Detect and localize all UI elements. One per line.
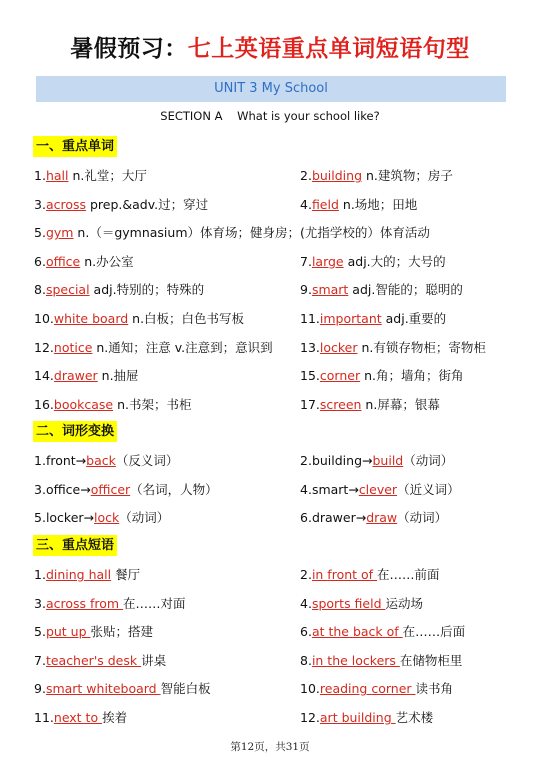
list-row [0,650,540,672]
item-meaning: （近义词） [397,481,460,497]
page-title [0,30,540,63]
item-meaning: n.场地；田地 [338,196,418,212]
item-number: 11. [300,311,320,326]
list-item [300,707,433,729]
item-meaning: adj.大的；大号的 [343,253,446,269]
item-number: 3. [34,481,46,497]
item-answer: notice [53,339,93,355]
item-number: 9. [34,681,46,697]
item-number: 8. [300,652,312,668]
list-item [34,593,186,615]
list-item [300,165,453,187]
item-meaning: n.屏幕；银幕 [361,396,440,412]
item-number: 2. [300,453,312,468]
item-number: 5. [34,624,46,640]
item-number: 17. [300,396,320,412]
item-answer: officer [90,481,131,497]
item-meaning: adj.重要的 [381,311,447,326]
list-row [0,279,540,301]
item-number: 1. [34,567,46,582]
item-meaning: 张贴；搭建 [90,624,154,640]
list-item [34,222,430,244]
item-meaning: 智能白板 [160,681,211,697]
item-answer: field [311,196,339,212]
item-number: 1. [34,168,46,183]
item-answer: corner [319,368,361,384]
list-item [300,593,423,615]
title-prefix: 暑假预习： [70,35,188,62]
item-answer: locker [319,339,358,355]
list-row [0,593,540,615]
item-prompt: smart→ [311,481,359,497]
item-number: 2. [300,168,312,183]
item-number: 4. [300,595,312,611]
unit-banner: UNIT 3 My School [36,76,506,102]
list-item [300,194,417,216]
list-row [0,165,540,187]
list-item [34,507,169,529]
item-answer: gym [45,225,74,241]
section-heading: 三、重点短语 [33,535,117,556]
item-answer: back [86,453,116,468]
item-number: 16. [34,396,54,412]
item-answer: next to [53,710,103,725]
list-item [300,650,462,672]
item-answer: hall [45,168,69,183]
item-number: 2. [300,567,312,582]
item-answer: smart [311,282,349,298]
list-item [300,365,463,387]
list-row [0,621,540,643]
item-answer: put up [45,624,91,640]
item-number: 12. [34,339,54,355]
list-item [34,337,273,359]
item-meaning: n.礼堂；大厅 [68,168,147,183]
item-number: 14. [34,368,54,384]
item-meaning: n.书架；书柜 [113,396,192,412]
item-answer: at the back of [311,624,403,640]
item-meaning: （动词） [119,510,170,526]
item-meaning: 在储物柜里 [399,652,463,668]
list-item [34,194,208,216]
item-number: 5. [34,225,46,241]
item-prompt: front→ [45,453,87,468]
item-answer: lock [94,510,120,526]
item-meaning: 在……前面 [377,567,440,582]
item-number: 8. [34,282,46,298]
section-heading: 二、词形变换 [33,421,117,442]
list-row [0,194,540,216]
item-answer: screen [319,396,362,412]
list-row [0,678,540,700]
page-footer: 第12页，共31页 [230,741,310,753]
item-answer: smart whiteboard [45,681,161,697]
list-item [300,450,453,472]
item-meaning: 艺术楼 [395,710,434,725]
list-row [0,365,540,387]
list-item [300,621,465,643]
item-meaning: 在……后面 [402,624,466,640]
list-item [34,450,178,472]
item-meaning: n.（＝gymnasium）体育场；健身房；(尤指学校的）体育活动 [73,225,430,241]
list-row [0,337,540,359]
list-row [0,707,540,729]
item-number: 7. [300,253,312,269]
item-meaning: adj.特别的；特殊的 [89,282,205,298]
item-prompt: building→ [311,453,373,468]
item-answer: dining hall [45,567,112,582]
title-main: 七上英语重点单词短语句型 [187,35,470,62]
list-item [34,251,134,273]
list-item [300,394,440,416]
item-meaning: 挨着 [102,710,128,725]
list-row [0,507,540,529]
list-item [34,165,147,187]
item-meaning: n.白板；白色书写板 [128,311,245,326]
list-item [300,678,453,700]
item-number: 6. [34,253,46,269]
item-number: 4. [300,196,312,212]
item-number: 10. [34,311,54,326]
item-number: 3. [34,595,46,611]
item-number: 6. [300,624,312,640]
item-meaning: （名词，人物） [130,481,218,497]
item-answer: drawer [53,368,98,384]
item-meaning: 餐厅 [111,567,141,582]
item-answer: in the lockers [311,652,400,668]
item-answer: office [45,253,81,269]
item-answer: special [45,282,90,298]
item-meaning: （反义词） [115,453,179,468]
item-answer: across from [45,595,124,611]
item-answer: clever [358,481,398,497]
item-answer: teacher's desk [45,652,142,668]
item-number: 1. [34,453,46,468]
item-meaning: n.建筑物；房子 [362,168,453,183]
list-item [34,479,218,501]
item-number: 4. [300,481,312,497]
list-row [0,251,540,273]
item-number: 9. [300,282,312,298]
list-item [34,365,139,387]
item-number: 7. [34,652,46,668]
list-row [0,308,540,330]
item-answer: building [311,168,363,183]
item-number: 5. [34,510,46,526]
item-answer: bookcase [53,396,114,412]
list-item [34,678,211,700]
item-answer: important [319,311,382,326]
item-prompt: drawer→ [311,510,367,526]
item-number: 11. [34,710,54,725]
item-meaning: 运动场 [385,595,424,611]
item-prompt: office→ [45,481,91,497]
item-answer: draw [366,510,398,526]
item-prompt: locker→ [45,510,95,526]
item-number: 13. [300,339,320,355]
item-meaning: （动词） [403,453,454,468]
list-row [0,394,540,416]
item-meaning: adj.智能的；聪明的 [348,282,463,298]
section-heading: 一、重点单词 [33,136,117,157]
list-item [34,308,244,330]
item-number: 15. [300,368,320,384]
list-item [34,564,140,586]
item-meaning: n.通知；注意 v.注意到；意识到 [92,339,273,355]
list-item [34,621,153,643]
list-item [300,507,447,529]
list-item [34,394,191,416]
list-item [300,337,486,359]
item-answer: white board [53,311,129,326]
item-number: 10. [300,681,320,697]
item-meaning: prep.&adv.过；穿过 [86,196,209,212]
list-item [300,279,463,301]
list-item [34,707,127,729]
item-answer: build [372,453,404,468]
list-item [300,308,446,330]
item-answer: across [45,196,87,212]
item-answer: reading corner [319,681,416,697]
item-meaning: n.抽屉 [97,368,139,384]
list-row [0,450,540,472]
item-meaning: 在……对面 [123,595,186,611]
item-meaning: n.办公室 [80,253,134,269]
list-item [34,650,166,672]
list-item [300,479,460,501]
item-meaning: 读书角 [415,681,454,697]
item-answer: art building [319,710,396,725]
item-meaning: （动词） [397,510,448,526]
item-meaning: 讲桌 [141,652,167,668]
item-meaning: n.有锁存物柜；寄物柜 [357,339,486,355]
item-meaning: n.角；墙角；街角 [360,368,464,384]
item-number: 6. [300,510,312,526]
list-row [0,222,540,244]
item-answer: in front of [311,567,378,582]
item-answer: large [311,253,344,269]
item-answer: sports field [311,595,386,611]
list-item [300,564,440,586]
section-subtitle: SECTION A What is your school like? [160,109,380,123]
list-row [0,479,540,501]
list-item [34,279,204,301]
list-row [0,564,540,586]
list-item [300,251,446,273]
item-number: 12. [300,710,320,725]
item-number: 3. [34,196,46,212]
